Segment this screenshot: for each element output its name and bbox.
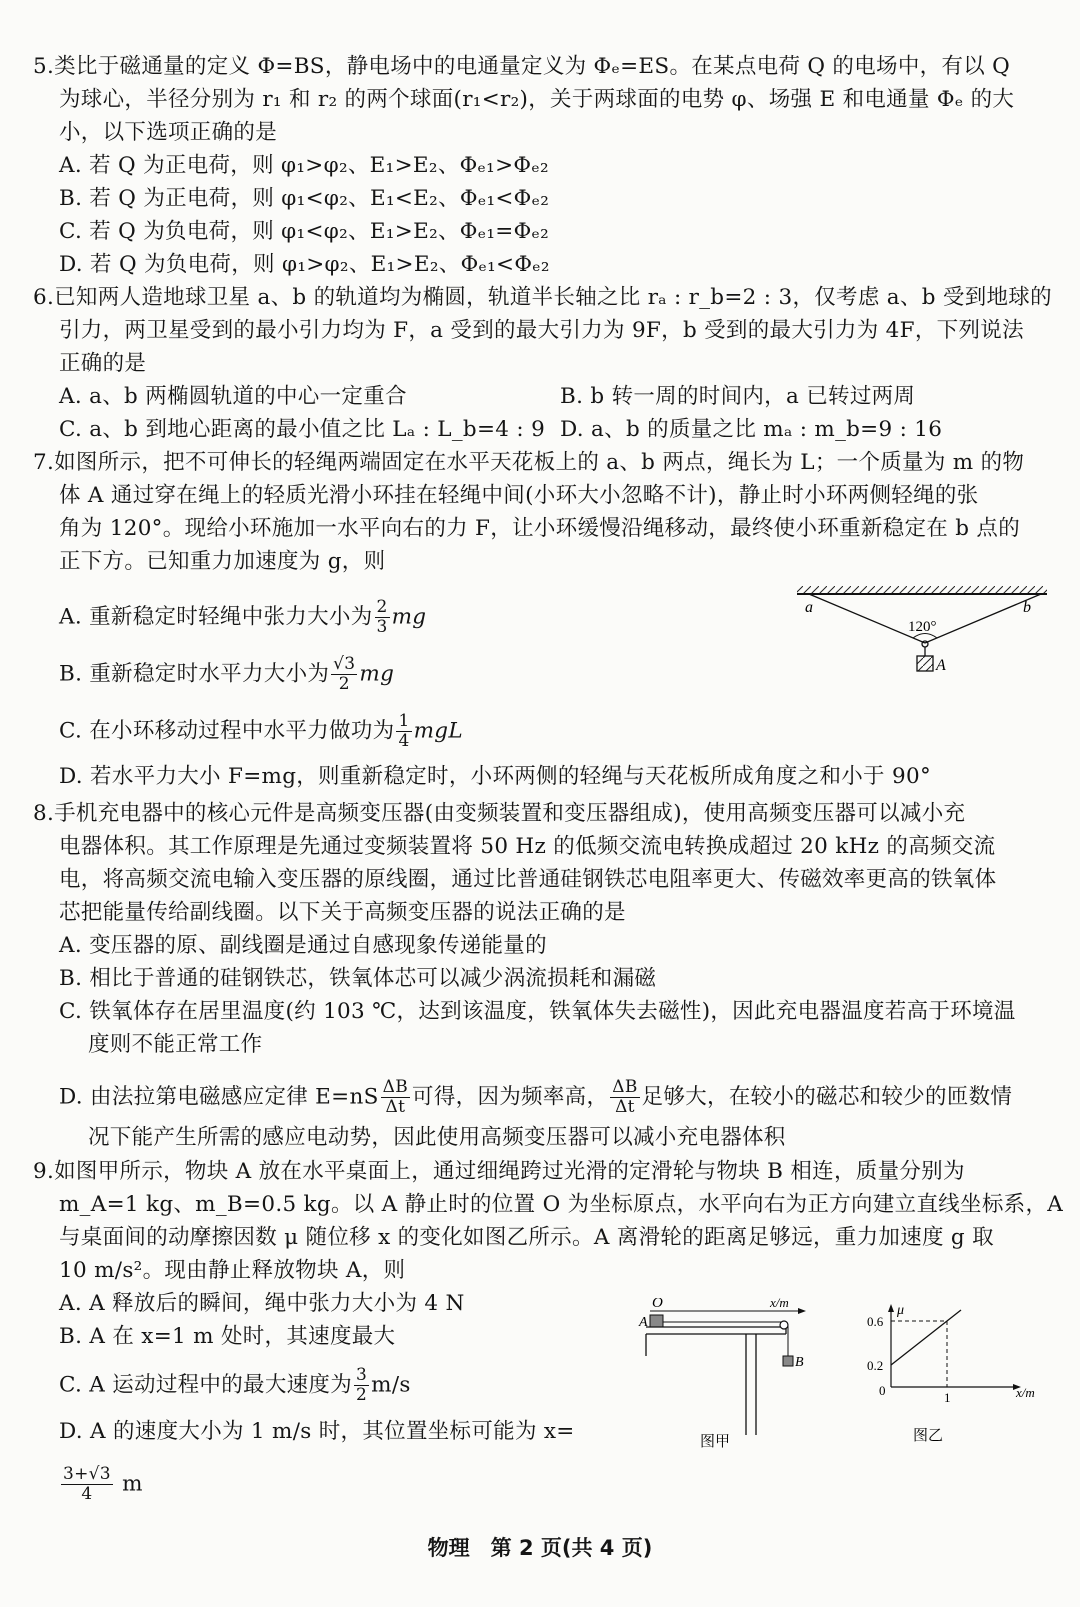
q7-stem-line-2: 体 A 通过穿在绳上的轻质光滑小环挂在轻绳中间(小环大小忽略不计)，静止时小环两侧轻绳的张 [59,483,979,508]
q5-option-b: B. 若 Q 为正电荷，则 φ₁<φ₂、E₁<E₂、Φₑ₁<Φₑ₂ [59,186,550,211]
q9-option-a: A. A 释放后的瞬间，绳中张力大小为 4 N [59,1291,465,1316]
x-tick-1: 1 [944,1390,951,1405]
q7-option-a: A. 重新稳定时轻绳中张力大小为 $\frac{2}{3}$ mg [59,597,427,637]
label-xm: x/m [770,1298,789,1310]
q9-stem-line-1: 9.如图甲所示，物块 A 放在水平桌面上，通过细绳跨过光滑的定滑轮与物块 B 相连，质量分别为 [33,1159,965,1184]
x-axis-arrow [798,1308,806,1314]
caption-jia: 图甲 [700,1434,731,1450]
q9-figure-jia [638,1298,828,1488]
label-b: B [795,1355,804,1370]
ring [922,641,928,647]
label-a: A [639,1315,648,1330]
q5-option-a: A. 若 Q 为正电荷，则 φ₁>φ₂、E₁>E₂、Φₑ₁>Φₑ₂ [59,153,549,178]
origin-label: 0 [879,1383,886,1398]
q7-option-b: B. 重新稳定时水平力大小为 $\frac{√3}{2}$ mg [59,654,395,694]
q7-stem-line-1: 7.如图所示，把不可伸长的轻绳两端固定在水平天花板上的 a、b 两点，绳长为 L；一个质量为 m 的物 [33,450,1025,475]
label-o: O [652,1298,663,1311]
pulley [780,1321,788,1329]
fraction: $\frac{2}{3}$ [376,597,388,637]
page-footer: 物理 第 2 页(共 4 页) [427,1536,653,1560]
q6-stem-line-2: 引力，两卫星受到的最小引力均为 F，a 受到的最大引力为 9F，b 受到的最大引力为 4F，下列说法 [59,318,1024,343]
q9-option-d-line-2: $\frac{3+√3}{4}$ m [63,1464,143,1504]
q8-option-b: B. 相比于普通的硅钢铁芯，铁氧体芯可以减少涡流损耗和漏磁 [59,966,657,991]
fraction: $\frac{√3}{2}$ [333,654,356,694]
q8-option-a: A. 变压器的原、副线圈是通过自感现象传递能量的 [59,933,547,958]
fraction: $\frac{\Delta B}{\Delta t}$ [612,1077,638,1117]
q6-option-c: C. a、b 到地心距离的最小值之比 Lₐ : L_b=4 : 9 [59,417,546,442]
label-mu: μ [897,1303,905,1318]
q8-option-c-line-2: 度则不能正常工作 [88,1032,263,1057]
q5-stem-line-1: 5.类比于磁通量的定义 Φ=BS，静电场中的电通量定义为 Φₑ=ES。在某点电荷 Q 的电场中，有以 Q [33,54,1011,79]
q5-option-d: D. 若 Q 为负电荷，则 φ₁>φ₂、E₁>E₂、Φₑ₁<Φₑ₂ [59,252,550,277]
fraction: $\frac{1}{4}$ [398,711,410,751]
q7-option-d: D. 若水平力大小 F=mg，则重新稳定时，小环两侧的轻绳与天花板所成角度之和小于 90° [59,764,932,789]
q5-option-c: C. 若 Q 为负电荷，则 φ₁<φ₂、E₁>E₂、Φₑ₁=Φₑ₂ [59,219,550,244]
caption-yi: 图乙 [913,1428,944,1444]
q9-stem-line-3: 与桌面间的动摩擦因数 μ 随位移 x 的变化如图乙所示。A 离滑轮的距离足够远，重力加速度 g 取 [59,1225,994,1250]
label-b: b [1023,599,1031,616]
q9-option-b: B. A 在 x=1 m 处时，其速度最大 [59,1324,396,1349]
q9-option-d-line-1: D. A 的速度大小为 1 m/s 时，其位置坐标可能为 x= [59,1419,575,1444]
ceiling-hatch [797,586,1047,594]
q7-figure [795,586,1050,696]
q7-stem-line-3: 角为 120°。现给小环施加一水平向右的力 F，让小环缓慢沿绳移动，最终使小环重新稳定在 b 点的 [59,516,1021,541]
q8-stem-line-2: 电器体积。其工作原理是先通过变频装置将 50 Hz 的低频交流电转换成超过 20 kHz 的高频交流 [59,834,996,859]
q9-figure-yi-chart [855,1302,1080,1452]
q5-stem-line-3: 小，以下选项正确的是 [59,120,278,145]
y-tick-0.2: 0.2 [867,1358,884,1373]
label-block-a: A [936,657,946,674]
q6-option-a: A. a、b 两椭圆轨道的中心一定重合 [59,384,407,409]
y-axis-arrow [888,1304,894,1312]
label-a: a [805,599,813,616]
q9-stem-line-4: 10 m/s²。现由静止释放物块 A，则 [59,1258,406,1283]
fraction: $\frac{\Delta B}{\Delta t}$ [382,1077,409,1117]
block-a [917,656,933,671]
q8-option-d-line-1: D. 由法拉第电磁感应定律 E=nS $\frac{\Delta B}{\Delta t}$ 可得，因为频率高， $\frac{\Delta B}{\Delta t}$ 足够大，在较小的磁芯和较少的匝数情 [59,1077,1013,1117]
q9-stem-line-2: m_A=1 kg、m_B=0.5 kg。以 A 静止时的位置 O 为坐标原点，水平向右为正方向建立直线坐标系，A [59,1192,1064,1217]
q6-stem-line-3: 正确的是 [59,351,147,376]
block-a [650,1315,663,1327]
fraction: $\frac{3+√3}{4}$ [63,1464,111,1504]
q8-stem-line-1: 8.手机充电器中的核心元件是高频变压器(由变频装置和变压器组成)，使用高频变压器可以减小充 [33,801,966,826]
q8-stem-line-4: 芯把能量传给副线圈。以下关于高频变压器的说法正确的是 [59,900,626,925]
q6-option-b: B. b 转一周的时间内，a 已转过两周 [560,384,916,409]
q7-stem-line-4: 正下方。已知重力加速度为 g，则 [59,549,386,574]
fraction: $\frac{3}{2}$ [356,1365,368,1405]
q8-option-d-line-2: 况下能产生所需的感应电动势，因此使用高频变压器可以减小充电器体积 [88,1125,786,1150]
q8-option-c-line-1: C. 铁氧体存在居里温度(约 103 ℃，达到该温度，铁氧体失去磁性)，因此充电器温度若高于环境温 [59,999,1016,1024]
q9-option-c: C. A 运动过程中的最大速度为 $\frac{3}{2}$ m/s [59,1365,411,1405]
y-tick-0.6: 0.6 [867,1314,884,1329]
q7-option-c: C. 在小环移动过程中水平力做功为 $\frac{1}{4}$ mgL [59,711,463,751]
q5-stem-line-2: 为球心，半径分别为 r₁ 和 r₂ 的两个球面(r₁<r₂)，关于两球面的电势 φ、场强 E 和电通量 Φₑ 的大 [59,87,1015,112]
series-line [891,1310,961,1365]
q6-option-d: D. a、b 的质量之比 mₐ : m_b=9 : 16 [560,417,943,442]
q8-stem-line-3: 电，将高频交流电输入变压器的原线圈，通过比普通硅钢铁芯电阻率更大、传磁效率更高的铁氧体 [59,867,997,892]
block-b [783,1356,793,1366]
q6-stem-line-1: 6.已知两人造地球卫星 a、b 的轨道均为椭圆，轨道半长轴之比 rₐ : r_b=2 : 3，仅考虑 a、b 受到地球的 [33,285,1052,310]
label-angle: 120° [908,619,937,635]
label-xm: x/m [1016,1385,1035,1400]
